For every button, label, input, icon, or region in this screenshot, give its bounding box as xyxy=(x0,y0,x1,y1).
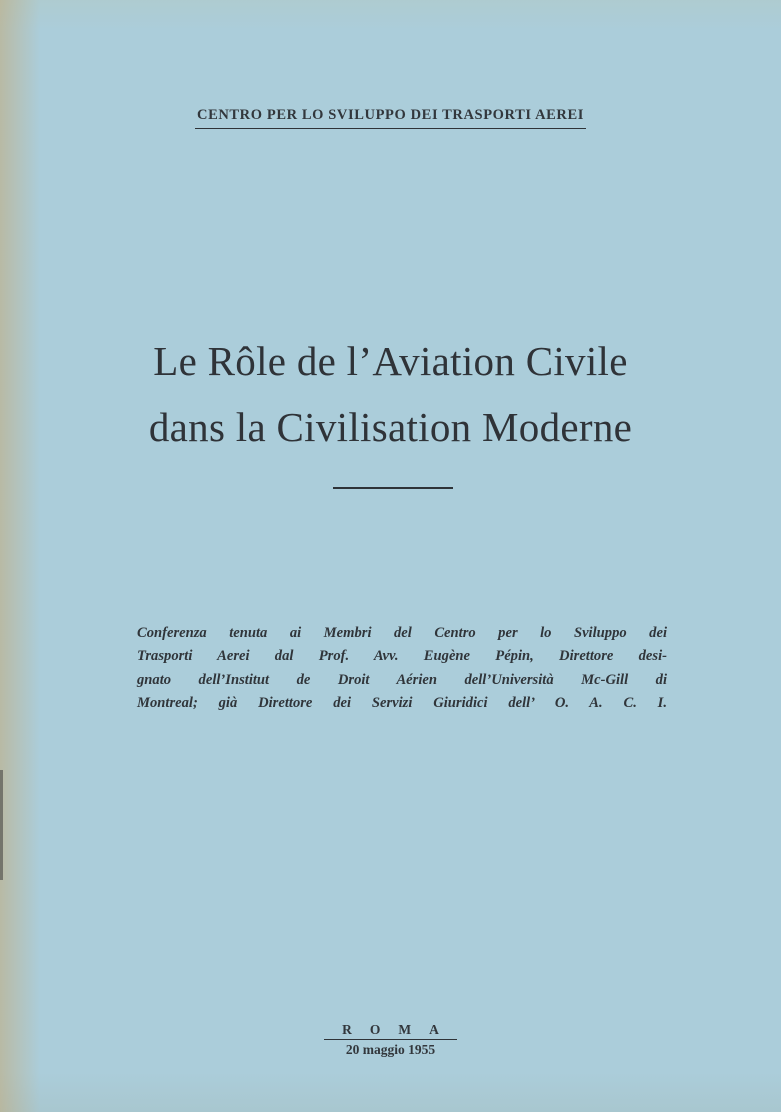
title-line-2: dans la Civilisation Moderne xyxy=(148,404,633,450)
publication-date: 20 maggio 1955 xyxy=(345,1042,436,1057)
document-title xyxy=(0,328,781,460)
conference-description xyxy=(137,622,667,716)
title-line-1: Le Rôle de l’Aviation Civile xyxy=(153,338,628,384)
title-divider xyxy=(333,487,453,489)
page-edge-mark xyxy=(0,770,3,880)
publication-city: ROMA xyxy=(324,1022,457,1040)
organization-name: CENTRO PER LO SVILUPPO DEI TRASPORTI AEREI xyxy=(195,107,586,129)
description-line-4: Montreal; già Direttore dei Servizi Giuridici dell’ O. A. C. I. xyxy=(137,695,667,712)
description-line-1: Conferenza tenuta ai Membri del Centro per lo Sviluppo dei xyxy=(137,625,667,641)
footer xyxy=(0,1021,781,1058)
description-line-3: gnato dell’Institut de Droit Aérien dell’Università Mc-Gill di xyxy=(137,671,667,688)
header xyxy=(0,106,781,129)
description-line-2: Trasporti Aerei dal Prof. Avv. Eugène Pépin, Direttore desi- xyxy=(137,648,667,665)
